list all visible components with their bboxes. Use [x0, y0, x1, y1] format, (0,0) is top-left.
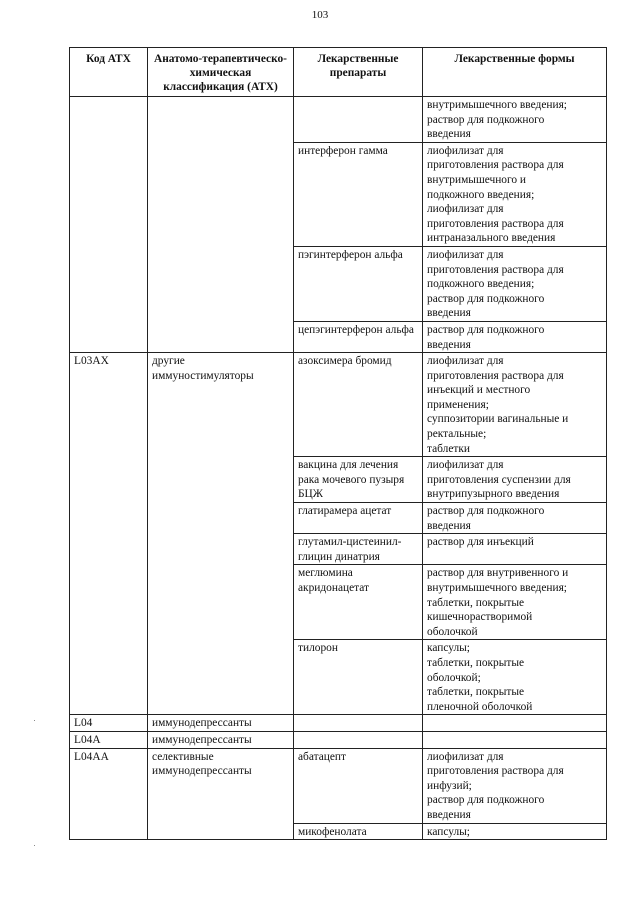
form-line: введения [427, 128, 471, 141]
forms-cell [423, 534, 607, 565]
form-line: раствор для подкожного [427, 323, 545, 336]
form-line: капсулы; [427, 642, 470, 655]
classification-cell: иммунодепрессанты [148, 715, 294, 732]
form-line: интраназального введения [427, 232, 556, 245]
scan-mark [34, 720, 35, 721]
forms-cell [423, 321, 607, 352]
form-line: применения; [427, 398, 489, 411]
drug-cell: вакцина для лечения рака мочевого пузыря БЦЖ [294, 457, 423, 503]
forms-cell [423, 97, 607, 143]
drug-cell: азоксимера бромид [294, 353, 423, 457]
forms-cell [423, 715, 607, 732]
atx-table [69, 47, 607, 840]
form-line: оболочкой; [427, 671, 481, 684]
form-line: раствор для внутривенного и [427, 567, 569, 580]
form-line: таблетки, покрытые [427, 656, 525, 669]
form-line: раствор для подкожного [427, 292, 545, 305]
forms-cell [423, 640, 607, 715]
drug-cell: пэгинтерферон альфа [294, 246, 423, 321]
drug-cell [294, 731, 423, 748]
form-line: приготовления раствора для [427, 217, 564, 230]
code-cell: L03AX [70, 353, 148, 715]
form-line: лиофилизат для [427, 750, 504, 763]
code-cell: L04AA [70, 748, 148, 840]
form-line: подкожного введения; [427, 188, 535, 201]
table-row [70, 731, 607, 748]
header-code: Код АТХ [70, 48, 148, 97]
form-line: раствор для подкожного [427, 113, 545, 126]
form-line: раствор для подкожного [427, 505, 545, 518]
table-row [70, 715, 607, 732]
forms-cell [423, 142, 607, 246]
form-line: внутримышечного введения; [427, 99, 567, 111]
form-line: таблетки [427, 442, 471, 455]
forms-cell [423, 246, 607, 321]
classification-cell: другие иммуностимуляторы [148, 353, 294, 715]
forms-cell [423, 731, 607, 748]
form-line: лиофилизат для [427, 459, 504, 472]
form-line: ректальные; [427, 428, 487, 441]
form-line: раствор для подкожного [427, 794, 545, 807]
form-line: внутрипузырного введения [427, 488, 560, 501]
form-line: пленочной оболочкой [427, 700, 533, 713]
table-header-row [70, 48, 607, 97]
form-line: лиофилизат для [427, 203, 504, 216]
page-number: 103 [311, 9, 329, 21]
form-line: оболочкой [427, 625, 478, 638]
form-line: суппозитории вагинальные и [427, 413, 569, 426]
form-line: инфузий; [427, 779, 472, 792]
drug-cell: глутамил-цистеинил-глицин динатрия [294, 534, 423, 565]
table-row [70, 97, 607, 143]
drug-cell: абатацепт [294, 748, 423, 823]
form-line: введения [427, 519, 471, 532]
form-line: лиофилизат для [427, 144, 504, 157]
drug-cell [294, 97, 423, 143]
drug-cell: микофенолата [294, 823, 423, 840]
form-line: приготовления раствора для [427, 369, 564, 382]
form-line: введения [427, 808, 471, 821]
form-line: таблетки, покрытые [427, 686, 525, 699]
form-line: внутримышечного и [427, 173, 527, 186]
form-line: кишечнорастворимой [427, 611, 533, 624]
form-line: введения [427, 338, 471, 351]
form-line: приготовления раствора для [427, 765, 564, 778]
table-row [70, 748, 607, 823]
forms-cell [423, 457, 607, 503]
drug-cell: интерферон гамма [294, 142, 423, 246]
forms-cell [423, 748, 607, 823]
form-line: инъекций и местного [427, 384, 531, 397]
form-line: приготовления раствора для [427, 159, 564, 172]
form-line: лиофилизат для [427, 355, 504, 368]
form-line: таблетки, покрытые [427, 596, 525, 609]
scan-mark [34, 845, 35, 846]
header-forms: Лекарственные формы [423, 48, 607, 97]
classification-cell: селективные иммунодепрессанты [148, 748, 294, 840]
drug-cell: меглюмина акридонацетат [294, 565, 423, 640]
form-line: приготовления суспензии для [427, 473, 571, 486]
drug-cell [294, 715, 423, 732]
form-line: раствор для инъекций [427, 536, 534, 549]
header-drugs: Лекарственные препараты [294, 48, 423, 97]
code-cell [70, 97, 148, 353]
drug-cell: тилорон [294, 640, 423, 715]
form-line: введения [427, 307, 471, 320]
form-line: подкожного введения; [427, 278, 535, 291]
form-line: внутримышечного введения; [427, 582, 567, 594]
code-cell: L04 [70, 715, 148, 732]
form-line: лиофилизат для [427, 248, 504, 261]
classification-cell [148, 97, 294, 353]
drug-cell: глатирамера ацетат [294, 503, 423, 534]
form-line: приготовления раствора для [427, 263, 564, 276]
drug-cell: цепэгинтерферон альфа [294, 321, 423, 352]
form-line: капсулы; [427, 825, 470, 838]
forms-cell [423, 823, 607, 840]
code-cell: L04A [70, 731, 148, 748]
forms-cell [423, 353, 607, 457]
classification-cell: иммунодепрессанты [148, 731, 294, 748]
forms-cell [423, 565, 607, 640]
header-classification: Анатомо-терапевтическо-химическая классификация (АТХ) [148, 48, 294, 97]
table-row [70, 353, 607, 457]
forms-cell [423, 503, 607, 534]
